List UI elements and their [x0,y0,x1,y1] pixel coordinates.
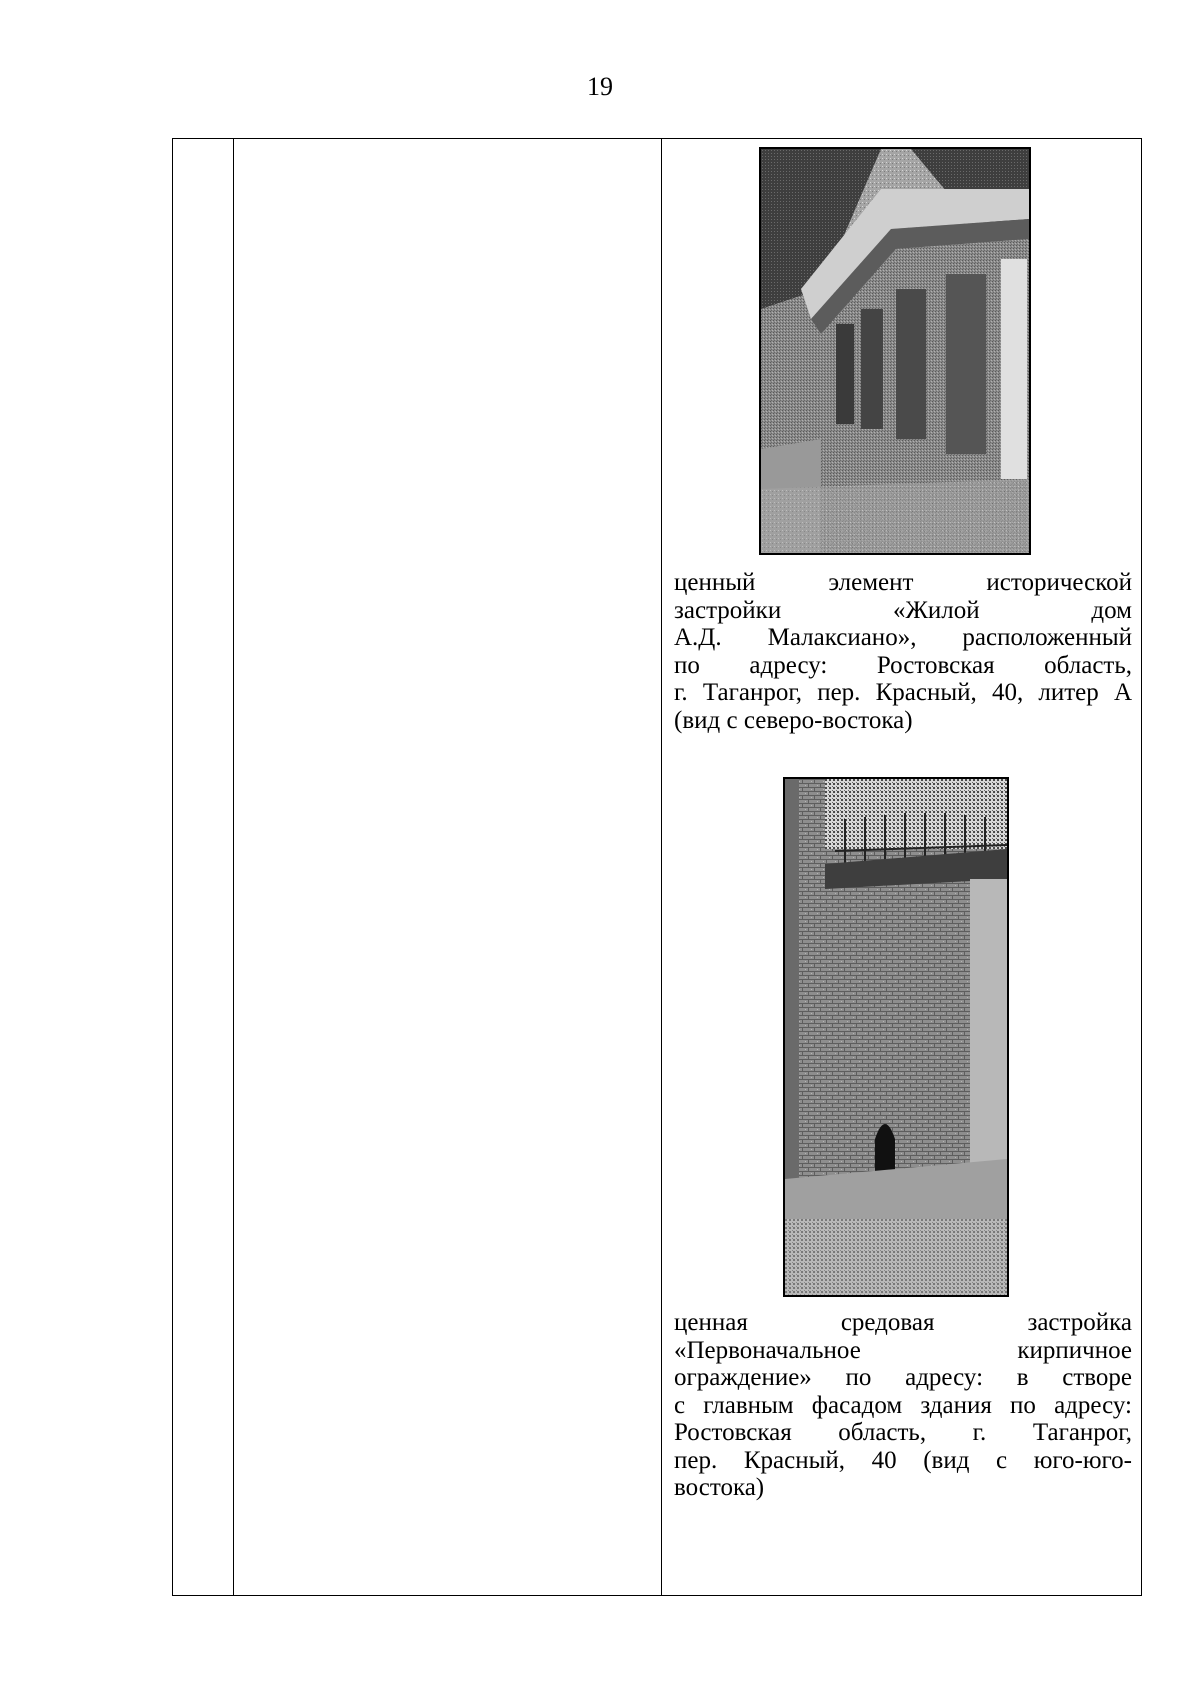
page-number: 19 [587,72,613,101]
caption-line: г. Таганрог, пер. Красный, 40, литер А [674,679,1132,706]
caption-line: А.Д. Малаксиано», расположенный [674,624,1132,651]
table-cell-photos [663,139,1141,1595]
table-column-divider-2 [661,139,662,1595]
caption-line: пер. Красный, 40 (вид с юго-юго- [674,1446,1132,1474]
photo-caption-1 [674,569,1132,734]
caption-line: застройки «Жилой дом [674,596,1132,624]
caption-line: по адресу: Ростовская область, [674,651,1132,679]
caption-line: «Первоначальное кирпичное [674,1336,1132,1364]
caption-line: ценный элемент исторической [674,569,1132,596]
caption-line: Ростовская область, г. Таганрог, [674,1419,1132,1446]
caption-line: ценная средовая застройка [674,1309,1132,1336]
caption-line: (вид с северо-востока) [674,706,913,734]
brick-fence-photo [783,777,1009,1297]
table-column-divider-1 [233,139,234,1595]
house-facade-photo [759,147,1031,555]
photo-caption-2 [674,1309,1132,1502]
caption-line: с главным фасадом здания по адресу: [674,1391,1132,1419]
document-table [172,138,1142,1596]
caption-line: ограждение» по адресу: в створе [674,1364,1132,1391]
caption-line: востока) [674,1474,765,1501]
